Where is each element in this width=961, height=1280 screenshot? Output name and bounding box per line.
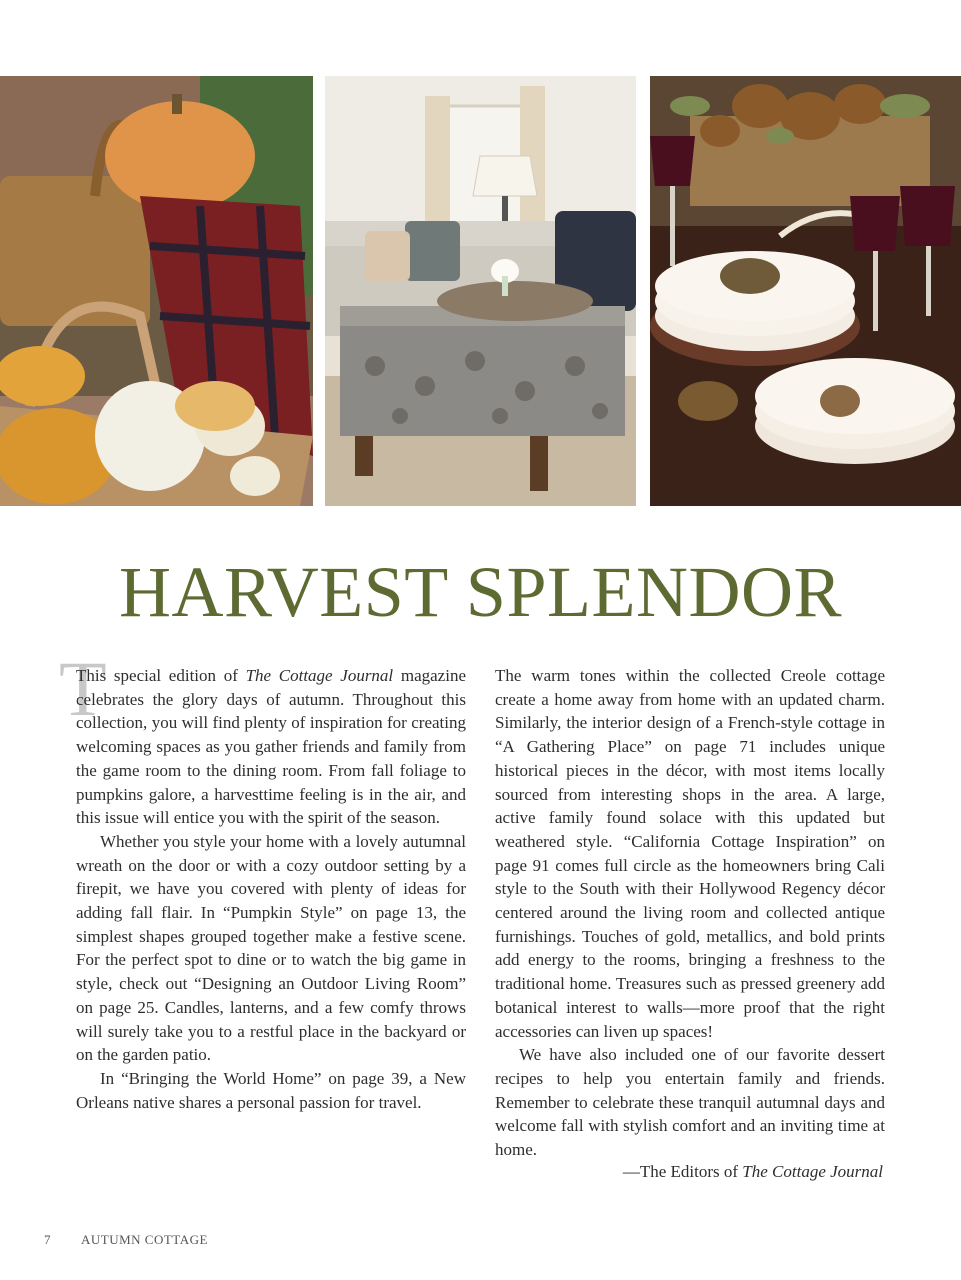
drop-cap: T <box>59 645 107 732</box>
paragraph-1-rest: magazine celebrates the glory days of autumn. Throughout this collection, you will find plenty of inspiration for creating welcoming spaces as you gather friends and family from the game room to the dining room. From fall foliage to pumpkins galore, a harvesttime feeling is in the air, and this issue will entice you with the spirit of the season. <box>76 666 466 828</box>
left-column <box>59 645 466 1114</box>
section-name: AUTUMN COTTAGE <box>81 1232 208 1247</box>
signoff-magazine: The Cottage Journal <box>742 1162 883 1181</box>
table-setting-illustration <box>650 76 961 506</box>
signoff <box>623 1162 883 1182</box>
signoff-prefix: —The Editors of <box>622 1162 743 1181</box>
page-number: 7 <box>44 1232 51 1247</box>
living-room-illustration <box>325 76 636 506</box>
page-title: HARVEST SPLENDOR <box>118 552 842 632</box>
right-column <box>495 664 885 1162</box>
paragraph-5: We have also included one of our favorite dessert recipes to help you entertain family and friends. Remember to celebrate these tranquil autumnal days and welcome fall with stylish comfort and an inviting time at home. <box>495 1045 885 1160</box>
photo-living-room <box>325 76 636 506</box>
paragraph-4: The warm tones within the collected Creole cottage create a home away from home with an updated charm. Similarly, the interior design of a French-style cottage in “A Gathering Place” on page 71 includes unique historical pieces in the décor, with most items locally sourced from interesting shops in the area. A large, active family found solace with this updated but weathered style. “California Cottage Inspiration” on page 91 comes full circle as the homeowners bring Cali style to the South with their Hollywood Regency décor centered around the living room and collected antique furnishings. Touches of gold, metallics, and bold prints add energy to the rooms, bringing a freshness to the traditional home. Treasures such as pressed greenery add botanical interest to walls—more proof that the right accessories can liven up spaces! <box>495 666 885 1041</box>
paragraph-2: Whether you style your home with a lovely autumnal wreath on the door or with a cozy outdoor setting by a firepit, we have you covered with plenty of ideas for adding fall flair. In “Pumpkin Style” on page 13, the simplest shapes grouped together make a festive scene. For the perfect spot to dine or to watch the big game in style, check out “Designing an Outdoor Living Room” on page 25. Candles, lanterns, and a few comfy throws will surely take you to a restful place in the backyard or on the garden patio. <box>76 831 466 1065</box>
pumpkins-illustration <box>0 76 313 506</box>
first-paragraph-wrap <box>59 645 466 830</box>
paragraph-1-start: This special edition of <box>76 666 246 685</box>
paragraph-3: In “Bringing the World Home” on page 39, a New Orleans native shares a personal passion for travel. <box>76 1068 466 1112</box>
photo-table-setting <box>650 76 961 506</box>
folio <box>44 1232 208 1248</box>
photo-pumpkins-basket <box>0 76 313 506</box>
paragraph-1 <box>76 664 466 830</box>
magazine-name: The Cottage Journal <box>245 666 394 685</box>
